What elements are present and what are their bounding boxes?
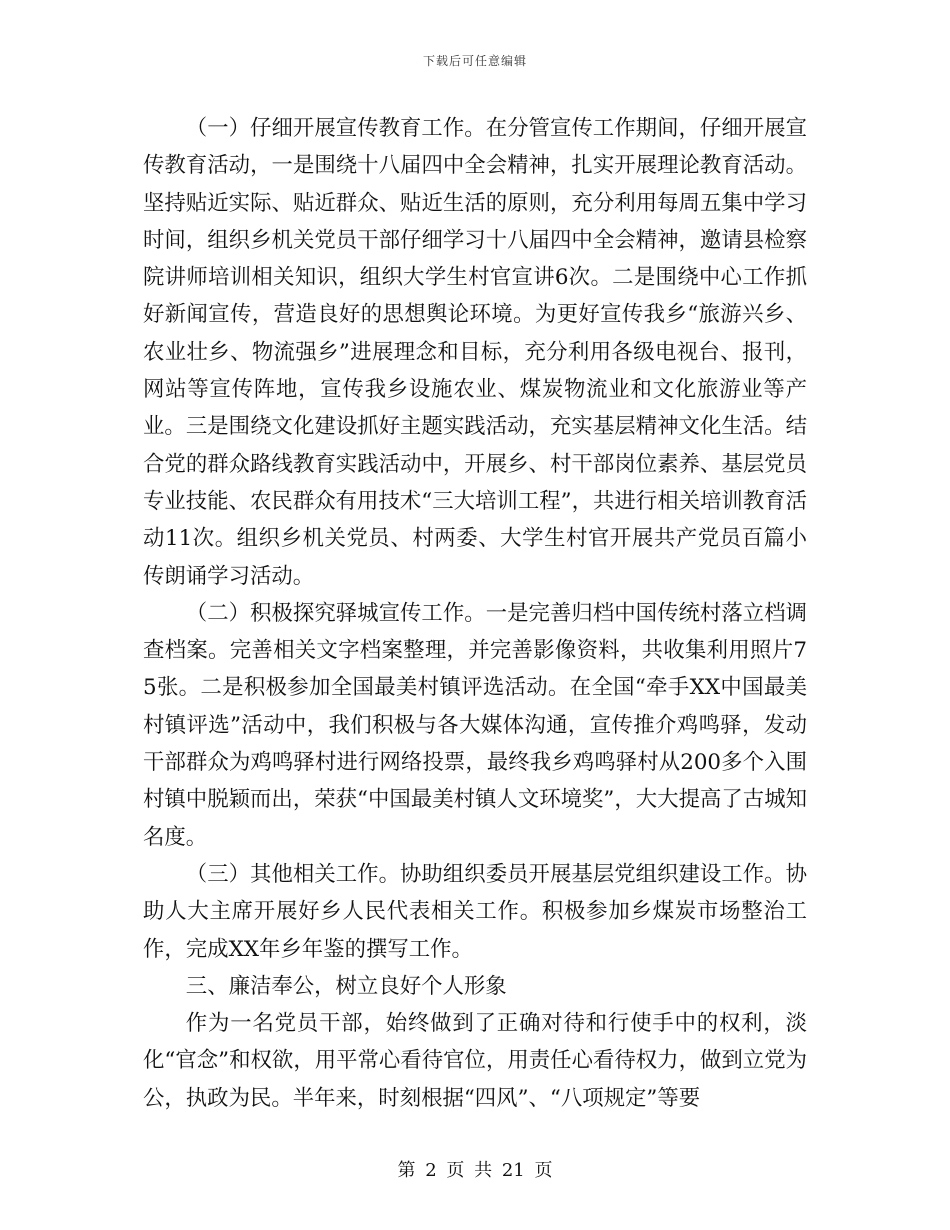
paragraph-party-cadre: 作为一名党员干部，始终做到了正确对待和行使手中的权利，淡化“官念”和权欲，用平常心看待官位，用责任心看待权力，做到立党为公，执政为民。半年来，时刻根据“四风”、“八项规定”等要 [143, 1011, 807, 1111]
paragraph-yicheng-publicity: （二）积极探究驿城宣传工作。一是完善归档中国传统村落立档调查档案。完善相关文字档案整理，并完善影像资料，共收集利用照片75张。二是积极参加全国最美村镇评选活动。在全国“牵手XX中国最美村镇评选”活动中，我们积极与各大媒体沟通，宣传推介鸡鸣驿，发动干部群众为鸡鸣驿村进行网络投票，最终我乡鸡鸣驿村从200多个入围村镇中脱颖而出，荣获“中国最美村镇人文环境奖”，大大提高了古城知名度。 [143, 600, 807, 850]
section-heading-integrity: 三、廉洁奉公，树立良好个人形象 [185, 973, 507, 999]
page-header: 下载后可任意编辑 [422, 54, 527, 68]
document-body [143, 110, 807, 1117]
page-number-footer: 第 2 页 共 21 页 [397, 1160, 553, 1181]
paragraph-publicity-education: （一）仔细开展宣传教育工作。在分管宣传工作期间，仔细开展宣传教育活动，一是围绕十八届四中全会精神，扎实开展理论教育活动。坚持贴近实际、贴近群众、贴近生活的原则，充分利用每周五集中学习时间，组织乡机关党员干部仔细学习十八届四中全会精神，邀请县检察院讲师培训相关知识，组织大学生村官宣讲6次。二是围绕中心工作抓好新闻宣传，营造良好的思想舆论环境。为更好宣传我乡“旅游兴乡、农业壮乡、物流强乡”进展理念和目标，充分利用各级电视台、报刊，网站等宣传阵地，宣传我乡设施农业、煤炭物流业和文化旅游业等产业。三是围绕文化建设抓好主题实践活动，充实基层精神文化生活。结合党的群众路线教育实践活动中，开展乡、村干部岗位素养、基层党员专业技能、农民群众有用技术“三大培训工程”，共进行相关培训教育活动11次。组织乡机关党员、村两委、大学生村官开展共产党员百篇小传朗诵学习活动。 [143, 116, 807, 589]
paragraph-other-work: （三）其他相关工作。协助组织委员开展基层党组织建设工作。协助人大主席开展好乡人民代表相关工作。积极参加乡煤炭市场整治工作，完成XX年乡年鉴的撰写工作。 [143, 861, 807, 962]
